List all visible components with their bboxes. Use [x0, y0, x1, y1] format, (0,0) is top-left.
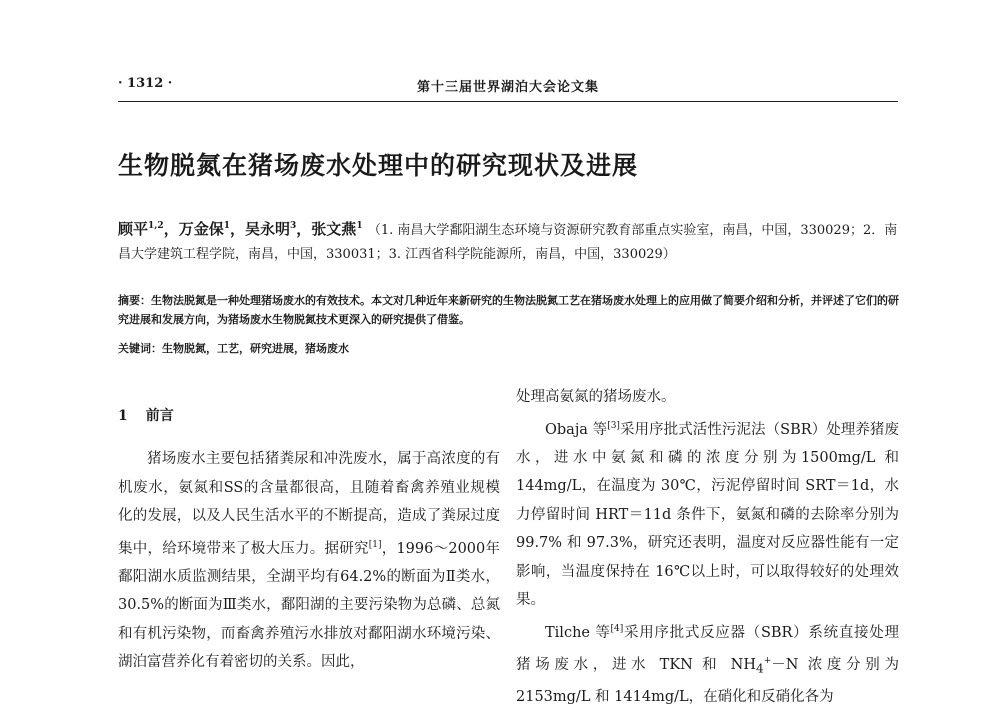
obaja-paragraph: [516, 412, 899, 615]
obaja-text-2: 采用序批式活性污泥法（SBR）处理养猪废水，进水中氨氮和磷的浓度分别为1500mg/L 和 144mg/L，在温度为 30℃，污泥停留时间 SRT＝1d，水力停留时间 HRT＝11d 条件下，氨氮和磷的去除率分别为 99.7% 和 97.3%，研究还表明，温度对反应器性能有一定影响，当温度保持在 16℃以上时，可以取得较好的处理效果。: [516, 421, 899, 609]
section-title: 前言: [145, 408, 174, 424]
keywords-label: 关键词：: [118, 342, 162, 355]
abstract: [118, 291, 903, 329]
author-names: 顾平$^{1,2}$，万金保$^1$，吴永明$^3$，张文燕$^1$: [118, 220, 363, 238]
author-block: [118, 214, 903, 267]
intro-text-2: ，1996～2000年鄱阳湖水质监测结果，全湖平均有64.2%的断面为Ⅱ类水，30.5%的断面为Ⅲ类水，鄱阳湖的主要污染物为总磷、总氮和有机污染物，而畜禽养殖污水排放对鄱阳湖水环境污染、湖泊富营养化有着密切的关系。因此，: [118, 540, 500, 671]
intro-text-1: 猪场废水主要包括猪粪尿和冲洗废水，属于高浓度的有机废水，氨氮和SS的含量都很高，且随着畜禽养殖业规模化的发展，以及人民生活水平的不断提高，造成了粪尿过度集中，给环境带来了极大压力。据研究: [118, 451, 500, 557]
nh4-superscript: +: [763, 656, 772, 667]
left-column: [118, 395, 500, 677]
author-4: 张文燕: [311, 220, 357, 238]
citation-3: [3]: [607, 420, 620, 431]
citation-4: [4]: [610, 623, 624, 634]
journal-title: 第十三届世界湖泊大会论文集: [416, 80, 599, 95]
continuation-line: 处理高氨氮的猪场废水。: [516, 389, 676, 405]
citation-1: [1]: [368, 539, 382, 550]
abstract-text: 生物法脱氮是一种处理猪场废水的有效技术。本文对几种近年来新研究的生物法脱氮工艺在猪场废水处理上的应用做了简要介绍和分析，并评述了它们的研究进展和发展方向，为猪场废水生物脱氮技术更深入的研究提供了借鉴。: [118, 294, 899, 326]
keywords-text: 生物脱氮，工艺，研究进展，猪场废水: [162, 342, 349, 355]
keywords: [118, 340, 903, 356]
abstract-label: 摘要：: [118, 294, 151, 307]
obaja-text-1: Obaja 等: [545, 421, 608, 438]
tilche-text-1: Tilche 等: [545, 624, 611, 641]
author-3: 吴永明: [245, 220, 291, 238]
tilche-paragraph: [516, 615, 899, 712]
tilche-text-2: 采用序批式反应器（SBR）系统直接处理猪场废水，进水 TKN 和 NH: [516, 624, 899, 673]
paper-title: 生物脱氮在猪场废水处理中的研究现状及进展: [118, 151, 639, 180]
author-1: 顾平: [118, 220, 149, 238]
section-heading: [118, 405, 500, 425]
nh4-subscript: 4: [756, 661, 764, 676]
intro-paragraph: [118, 445, 500, 677]
tilche-text-3: －N 浓度分别为 2153mg/L 和 1414mg/L，在硝化和反硝化各为: [516, 656, 900, 706]
author-2-affil: 1: [223, 221, 230, 231]
author-2: 万金保: [178, 220, 224, 238]
header-rule: [118, 101, 898, 102]
right-column: [516, 383, 899, 712]
author-4-affil: 1: [356, 221, 363, 231]
author-1-affil: 1,2: [148, 221, 164, 231]
section-number: 1: [118, 408, 128, 424]
page-number: · 1312 ·: [118, 76, 173, 91]
author-3-affil: 3: [290, 221, 297, 231]
affiliations: （1. 南昌大学鄱阳湖生态环境与资源研究教育部重点实验室，南昌，中国，330029；2．南昌大学建筑工程学院，南昌，中国，330031；3. 江西省科学院能源所，南昌，中国，330029）: [118, 223, 898, 262]
running-header: [118, 76, 898, 100]
